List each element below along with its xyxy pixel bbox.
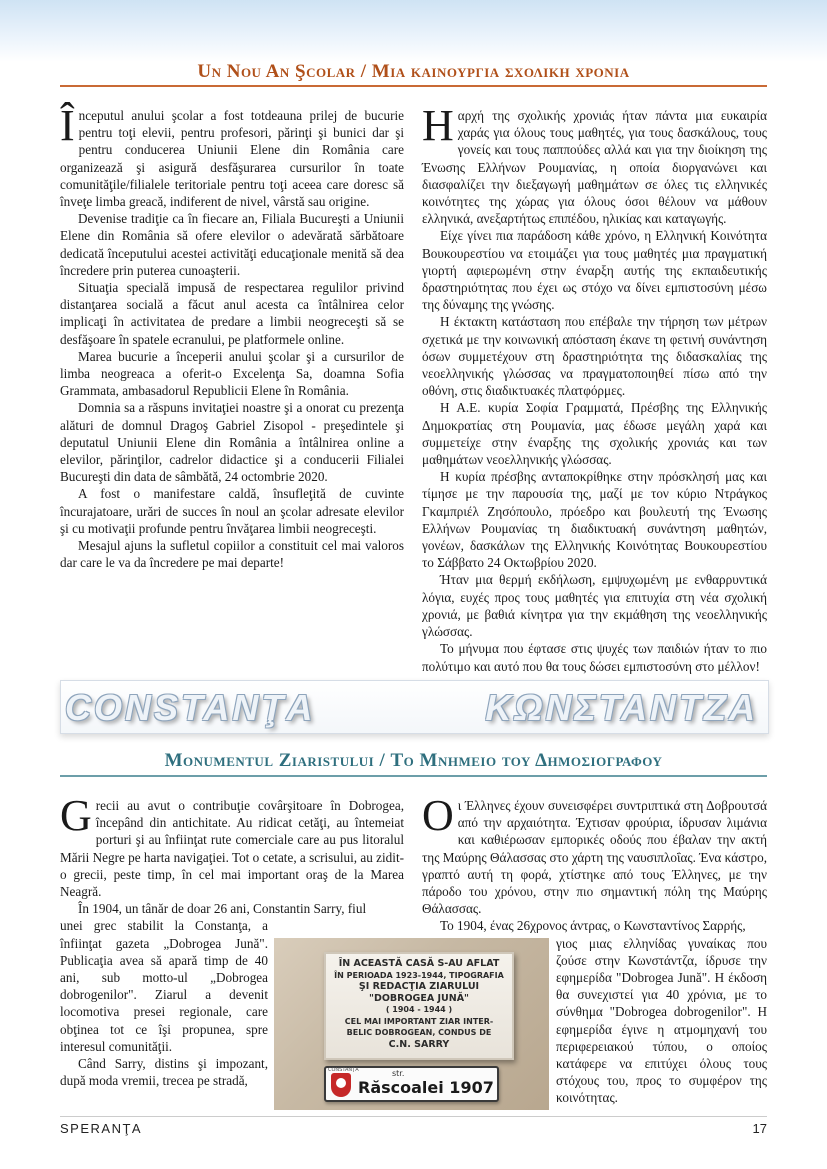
plaque-line: C.N. SARRY bbox=[388, 1038, 450, 1050]
banner-romanian-city: CONSTANŢA bbox=[65, 687, 316, 728]
paragraph: Când Sarry, distins şi impozant, după moda vremii, trecea pe stradă, bbox=[60, 1056, 268, 1089]
paragraph bbox=[60, 900, 404, 917]
section-title-journalist-monument: Monumentul Ziaristului / Το Μνημειο του Δημοσιογραφου bbox=[164, 750, 663, 771]
paragraph-text: Το 1904, ένας 26χρονος άντρας, ο Κωνσταντίνος Σαρρής, bbox=[440, 918, 746, 934]
title-underline bbox=[60, 85, 767, 87]
paragraph-text: În 1904, un tânăr de doar 26 ani, Constantin Sarry, fiul bbox=[78, 901, 367, 917]
narrow-text-block bbox=[556, 935, 767, 1107]
street-prefix: str. bbox=[392, 1069, 405, 1078]
plaque-photo bbox=[274, 938, 549, 1110]
street-name: Răscoalei 1907 bbox=[358, 1078, 494, 1097]
plaque-line: ÎN PERIOADA 1923-1944, TIPOGRAFIA bbox=[334, 970, 504, 980]
paragraph-text: ι Έλληνες έχουν συνεισφέρει συντριπτικά στη Δοβρουτσά από την αρχαιότητα. Έχτισαν φρούρια, ίδρυσαν λιμάνια και καθιέρωσαν εμπορικές οδούς που έβαλαν την ακτή της Μαύρης Θάλασσας στο χάρτη της ναυσιπλοΐας. Ένα κάστρο, γραπτό αυτή τη φορά, χτίστηκε από τους Έλληνες, με την πάροδο του χρόνου, στην πιο σημαντική πόλη της Μαύρης Θάλασσας. bbox=[422, 798, 767, 917]
plaque-line: "DOBROGEA JUNĂ" bbox=[369, 992, 469, 1004]
paragraph: Devenise tradiţie ca în fiecare an, Filiala Bucureşti a Uniunii Elene din România să ofere elevilor o adevărată sărbătoare dedicată începutului acestei activităţi educaţionale menită să dea încredere prin puterea cunoaşterii. bbox=[60, 211, 404, 278]
magazine-name: SPERANŢA bbox=[60, 1121, 143, 1136]
footer-divider bbox=[60, 1116, 767, 1117]
drop-cap: G bbox=[60, 791, 92, 840]
paragraph: Η Α.Ε. κυρία Σοφία Γραμματά, Πρέσβης της Ελληνικής Δημοκρατίας στη Ρουμανία, μας έδωσε μεγάλη χαρά και συμμετείχε στην έναρξης της σχολικής χρονιάς και των μαθημάτων νεοελληνικής γλώσσας. bbox=[422, 400, 767, 468]
paragraph: Situaţia specială impusă de respectarea regulilor privind distanţarea socială a făcut anul acesta ca întâlnirea celor implicaţi în activitatea de predare a limbii neogreceşti să se desfăşoare în spatele ecranului, pe platformele online. bbox=[60, 280, 404, 347]
page-number: 17 bbox=[752, 1121, 767, 1136]
top-gradient-band bbox=[0, 0, 827, 62]
banner-greek-city: ΚΩΝΣΤΑΝΤΖΑ bbox=[485, 687, 758, 728]
paragraph bbox=[422, 101, 767, 227]
paragraph: Η έκτακτη κατάσταση που επέβαλε την τήρηση των μέτρων σχετικά με την κοινωνική απόσταση έκανε τη φετινή συνάντηση όσων συμμετέχουν στη δραστηριότητα της διδασκαλίας της νεοελληνικής γλώσσας να πραγματοποιηθεί πίσω από την οθόνη, στις διαδικτυακές πλατφόρμες. bbox=[422, 314, 767, 399]
paragraph-text: nceputul anului şcolar a fost totdeauna prilej de bucurie pentru toţi elevii, pentru profesori, părinţi şi bunici dar şi pentru conducerea Uniunii Elene din România care organizează şi asigură desfăşurarea cursurilor în toate comunităţile/filialele teritoriale pentru toţi aceea care doresc să înveţe limba greacă, indiferent de nivel, vârstă sau origine. bbox=[60, 108, 404, 210]
paragraph bbox=[60, 101, 404, 210]
narrow-text-block bbox=[60, 917, 268, 1089]
plaque-line: BELIC DOBROGEAN, CONDUS DE bbox=[346, 1028, 492, 1037]
plaque-line: CEL MAI IMPORTANT ZIAR INTER- bbox=[344, 1016, 494, 1026]
plaque-line: ÎN ACEASTĂ CASĂ S-AU AFLAT bbox=[338, 958, 500, 969]
plaque-line: ( 1904 - 1944 ) bbox=[385, 1005, 453, 1014]
drop-cap: Ο bbox=[422, 791, 454, 840]
paragraph-text: αρχή της σχολικής χρονιάς ήταν πάντα μια ευκαιρία χαράς για όλους τους μαθητές, για τους δασκάλους, τους γονείς και τους παππούδες αλλά και για την διοίκηση της Ένωσης Ελλήνων Ρουμανίας, η οποία διοργανώνει και διασφαλίζει την διεξαγωγή μαθημάτων σε όλες τις ελληνικές κοινότητες της χώρας για όλους όσοι θέλουν να μάθουν ελληνικά, ανεξαρτήτως επιπέδου, ηλικίας και καταγωγής. bbox=[422, 108, 767, 227]
paragraph bbox=[422, 917, 767, 934]
paragraph-text: recii au avut o contribuţie covârşitoare în Dobrogea, începând din antichitate. Au ridicat cetăţi, au întemeiat porturi şi au înfiinţat rute comerciale care au pus litoralul Mării Negre pe harta navigaţiei. Tot o cetate, a scrisului, au zidit-o grecii, peste timp, în cel mai important oraş de la Marea Neagră. bbox=[60, 798, 404, 900]
article-romanian-column bbox=[60, 101, 404, 571]
title-underline bbox=[60, 775, 767, 777]
drop-cap: Η bbox=[422, 101, 454, 150]
paragraph: Ήταν μια θερμή εκδήλωση, εμψυχωμένη με ενθαρρυντικά λόγια, ευχές προς τους μαθητές για επιτυχία στη νέα σχολική χρονιά, με βαθιά κίνητρα για την εκμάθηση της νεοελληνικής γλώσσας. bbox=[422, 572, 767, 640]
city-banner bbox=[60, 680, 769, 734]
paragraph: Είχε γίνει πια παράδοση κάθε χρόνο, η Ελληνική Κοινότητα Βουκουρεστίου να ετοιμάζει για τους μαθητές μια πραγματική γιορτή αφιερωμένη στην έναρξη αυτής της εκπαιδευτικής δραστηριότητας που έχει ως στόχο να δίνει εμπιστοσύνη μέσω της δύναμης της γνώσης. bbox=[422, 228, 767, 313]
paragraph: γιος μιας ελληνίδας γυναίκας που ζούσε στην Κωνστάντζα, ίδρυσε την εφημερίδα "Dobrogea Jună". Η έκδοση θα συνεχιστεί για 40 χρόνια, με το σύνθημα "Dobrogea dobrogenilor". Η εφημερίδα έγινε η ατμομηχανή του περιφερειακού τύπου, ο οποίος κατάφερε να επιτύχει όλους τους στόχους του, προς το συμφέρον της κοινότητας. bbox=[556, 935, 767, 1106]
article-greek-column bbox=[422, 101, 767, 675]
paragraph: unei grec stabilit la Constanţa, a înfiinţat gazeta „Dobrogea Jună". Publicaţia avea să apară timp de 40 ani, sub motto-ul „Dobrogea dobrogenilor". Ziarul a devenit locomotiva presei regionale, care obţinea tot ce îşi propunea, spre interesul comunităţii. bbox=[60, 918, 268, 1054]
drop-cap: Î bbox=[60, 101, 75, 150]
crest-label: CONSTANŢA bbox=[328, 1067, 359, 1073]
paragraph: Η κυρία πρέσβης ανταποκρίθηκε στην πρόσκλησή μας και τίμησε με την παρουσία της, μαζί με τον κύριο Ντράγκος Γκαμπριέλ Ζησόπουλο, πρόεδρο και βουλευτή της Ένωσης Ελλήνων Ρουμανίας τη διαδικτυακή συνάντηση μαθητών, γονέων, δασκάλων της Ελληνικής Κοινότητας Βουκουρεστίου το Σάββατο 24 Οκτωβρίου 2020. bbox=[422, 469, 767, 571]
paragraph bbox=[422, 791, 767, 917]
plaque-line: ŞI REDACŢIA ZIARULUI bbox=[358, 981, 480, 992]
paragraph: A fost o manifestare caldă, însufleţită de cuvinte încurajatoare, urări de succes în noul an şcolar adresate elevilor şi cu motivaţii profunde pentru învăţarea limbii neogreceşti. bbox=[60, 486, 404, 536]
memorial-plaque bbox=[324, 952, 514, 1060]
paragraph: Το μήνυμα που έφτασε στις ψυχές των παιδιών ήταν το πιο πολύτιμο και αυτό που θα τους δώσει εμπιστοσύνη στο μέλλον! bbox=[422, 641, 767, 674]
paragraph bbox=[60, 791, 404, 900]
coat-of-arms-icon bbox=[331, 1073, 351, 1097]
street-sign bbox=[324, 1066, 499, 1102]
paragraph: Mesajul ajuns la sufletul copiilor a constituit cel mai valoros dar care le va da încredere pe mai departe! bbox=[60, 538, 404, 571]
section-title-new-school-year: Un Nou An Şcolar / Μια καινουργια σχολικη χρονια bbox=[197, 61, 630, 82]
paragraph: Marea bucurie a începerii anului şcolar şi a cursurilor de limba neogreaca a oferit-o Excelenţa Sa, doamna Sofia Grammata, ambasadorul Republicii Elene în România. bbox=[60, 348, 404, 399]
paragraph: Domnia sa a răspuns invitaţiei noastre şi a onorat cu prezenţa alături de domnul Dragoş Gabriel Zisopol - preşedintele şi deputatul Uniunii Elene din România a întâlnirea online a elevilor, părinţilor, cadrelor didactice şi a conducerii Filialei Bucureşti din data de sâmbătă, 24 octombrie 2020. bbox=[60, 400, 404, 485]
